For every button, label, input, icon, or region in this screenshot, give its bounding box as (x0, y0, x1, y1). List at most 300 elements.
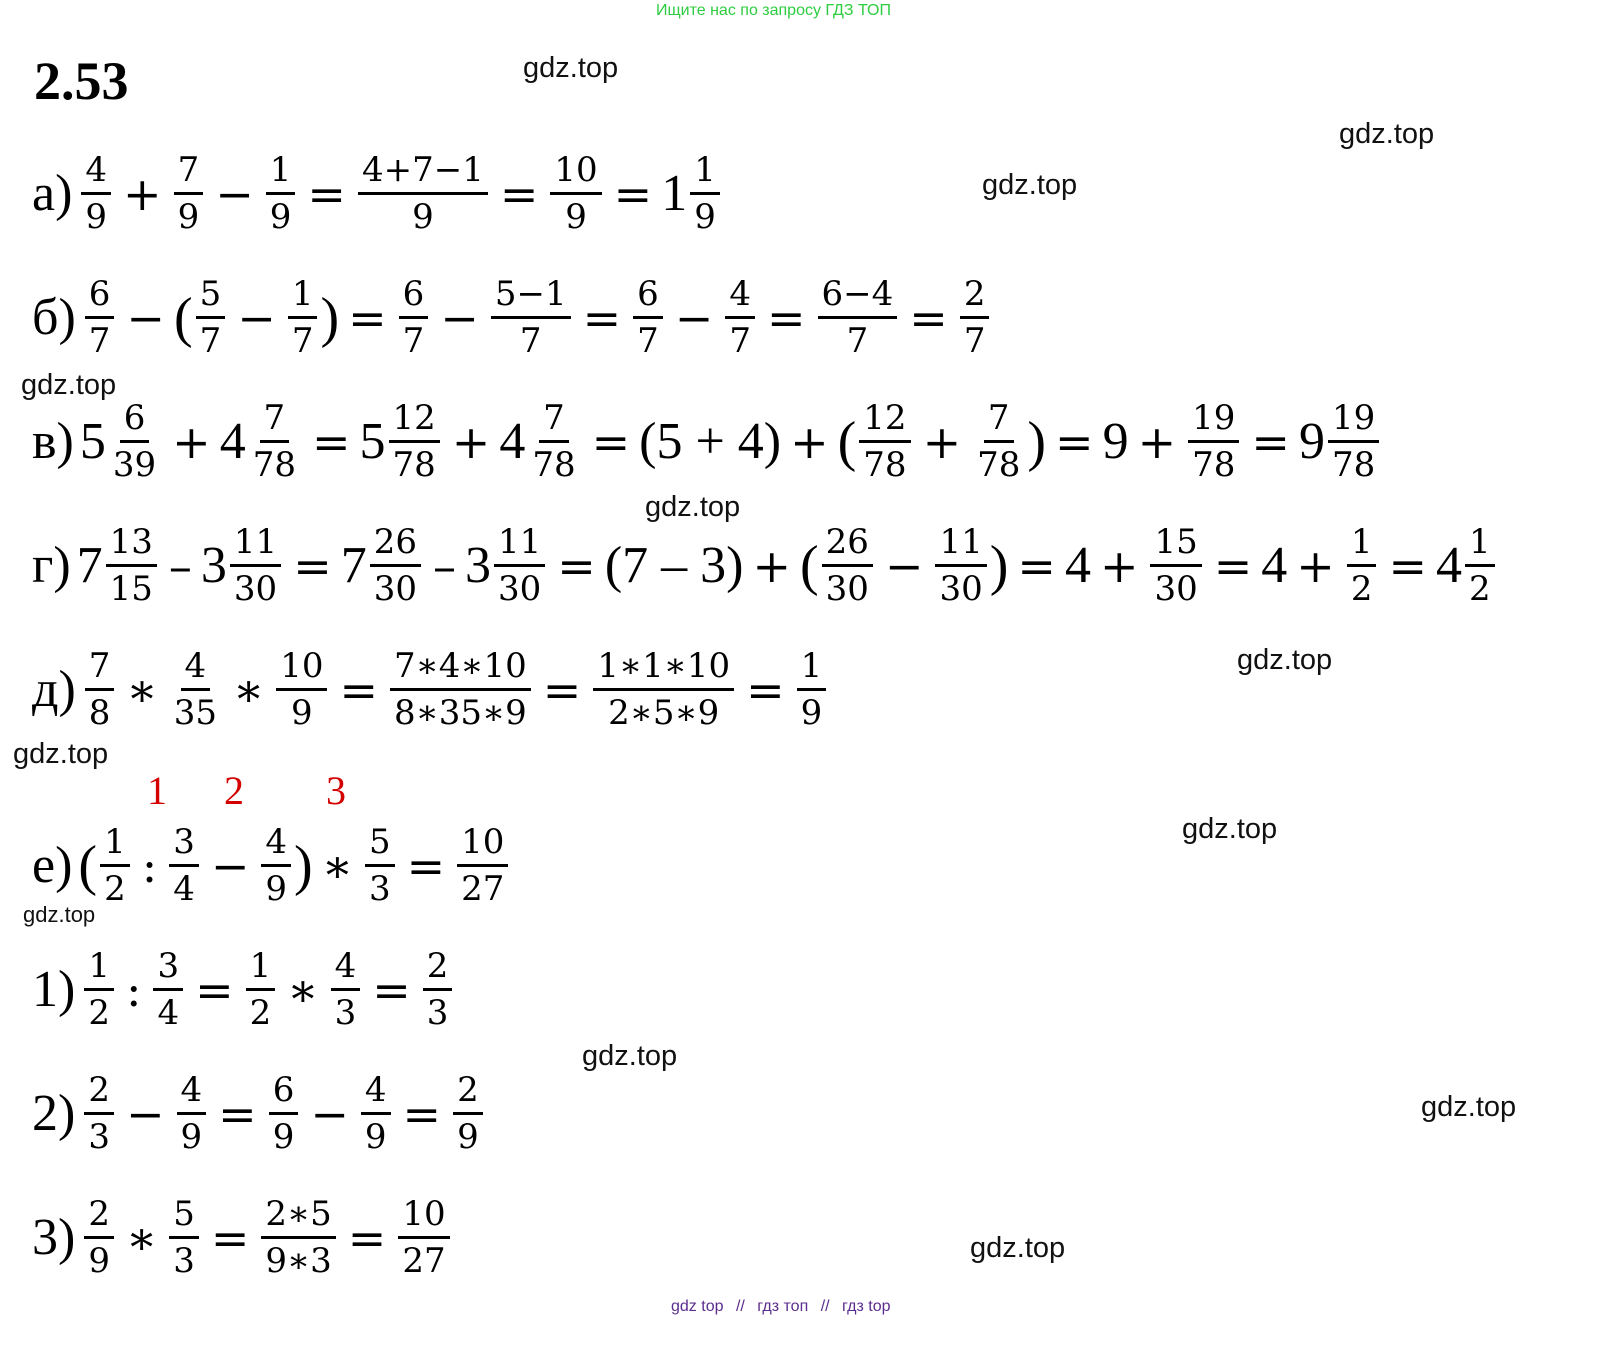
operator: = (347, 1210, 387, 1265)
operator: + (172, 414, 211, 469)
mixed-number (220, 396, 303, 487)
fraction (358, 148, 488, 239)
parenthesis: ) (294, 834, 313, 897)
fraction (725, 272, 755, 363)
numerator: 2 (423, 944, 453, 991)
mixed-number (465, 520, 548, 611)
operator: = (195, 962, 234, 1017)
denominator: 9 (88, 1241, 110, 1281)
operator: = (1388, 538, 1428, 593)
denominator: 9 (177, 197, 200, 237)
operator: = (499, 166, 539, 221)
watermark: gdz.top (970, 1232, 1066, 1264)
watermark: gdz.top (23, 902, 96, 927)
numerator: 1 (1347, 520, 1377, 567)
footer-link[interactable]: gdz top (671, 1298, 724, 1315)
denominator: 3 (173, 1241, 195, 1281)
numerator: 7 (539, 396, 569, 443)
operator: = (1251, 414, 1290, 469)
fraction (818, 272, 898, 363)
operator: = (746, 662, 785, 717)
fraction (1465, 520, 1495, 611)
numerator: 15 (1150, 520, 1201, 567)
fraction (109, 396, 160, 487)
equation-row-d (32, 644, 829, 735)
numerator: 4 (331, 944, 361, 991)
operator: − (210, 838, 250, 893)
footer-link[interactable]: гдз top (842, 1298, 891, 1315)
denominator: 4 (173, 869, 195, 909)
denominator: 3 (334, 993, 357, 1033)
whole-part: 5 (79, 412, 106, 470)
mixed-number (341, 520, 424, 611)
integer: 4 (1261, 536, 1288, 594)
numerator: 10 (550, 148, 601, 195)
operator: + (1137, 414, 1177, 469)
numerator: 7∗4∗10 (390, 644, 531, 691)
whole-part: 4 (1436, 536, 1463, 594)
numerator: 2 (960, 272, 990, 319)
whole-part: 9 (1298, 412, 1325, 470)
parenthesis: ) (320, 286, 340, 349)
numerator: 11 (494, 520, 545, 567)
item-label: 3) (32, 1209, 76, 1266)
numerator: 6 (399, 272, 429, 319)
fraction (246, 944, 276, 1035)
mixed-number (360, 396, 443, 487)
operator: : (125, 962, 142, 1017)
watermark: gdz.top (21, 369, 117, 401)
operator: = (307, 166, 346, 221)
denominator: 9 (457, 1117, 479, 1157)
fraction (261, 820, 291, 911)
operator: − (215, 166, 254, 221)
fraction (935, 520, 986, 611)
denominator: 78 (392, 445, 436, 485)
numerator: 1 (100, 820, 130, 867)
operator: + (1296, 538, 1335, 593)
numerator: 4 (261, 820, 291, 867)
fraction (84, 1192, 114, 1283)
numerator: 6 (633, 272, 663, 319)
numerator: 12 (389, 396, 440, 443)
fraction (153, 944, 183, 1035)
numerator: 6 (120, 396, 150, 443)
fraction (550, 148, 601, 239)
denominator: 2 (104, 869, 126, 909)
numerator: 13 (106, 520, 157, 567)
denominator: 30 (498, 569, 542, 609)
mixed-number (1299, 396, 1382, 487)
denominator: 2 (1469, 569, 1491, 609)
denominator: 30 (825, 569, 869, 609)
equation-row-b (32, 272, 992, 363)
grouped-sum: (5 + 4) (639, 412, 782, 470)
fraction (690, 148, 720, 239)
whole-part: 7 (340, 536, 367, 594)
parenthesis: ) (1027, 410, 1047, 473)
operator: ∗ (287, 962, 319, 1017)
item-label: 1) (32, 961, 76, 1018)
denominator: 2 (249, 993, 272, 1033)
fraction (365, 820, 395, 911)
mixed-number (1436, 520, 1498, 611)
operator: = (372, 962, 411, 1017)
fraction (528, 396, 579, 487)
numerator: 3 (169, 820, 199, 867)
denominator: 7 (291, 321, 314, 361)
watermark: gdz.top (1339, 118, 1435, 150)
numerator: 10 (398, 1192, 449, 1239)
fraction (491, 272, 571, 363)
fraction (261, 1192, 335, 1283)
fraction (276, 644, 327, 735)
numerator: 26 (370, 520, 421, 567)
fraction (230, 520, 281, 611)
denominator: 9 (180, 1117, 203, 1157)
fraction (494, 520, 545, 611)
numerator: 2 (84, 1068, 114, 1115)
denominator: 78 (977, 445, 1021, 485)
item-label: е) (32, 837, 73, 894)
parenthesis: ( (837, 410, 857, 473)
operator: − (884, 538, 924, 593)
footer-link[interactable]: гдз топ (757, 1298, 809, 1315)
denominator: 27 (461, 869, 505, 909)
footer-links (671, 1298, 891, 1316)
denominator: 9 (291, 693, 313, 733)
operator: = (613, 166, 653, 221)
numerator: 6 (85, 272, 115, 319)
whole-part: 3 (200, 536, 227, 594)
numerator: 1 (288, 272, 318, 319)
equation-row-g (32, 520, 1498, 611)
denominator: 9 (412, 197, 434, 237)
mixed-number (77, 520, 160, 611)
fraction (331, 944, 361, 1035)
denominator: 2 (1350, 569, 1373, 609)
numerator: 7 (984, 396, 1014, 443)
order-mark: 1 (147, 768, 167, 813)
numerator: 2 (453, 1068, 483, 1115)
numerator: 1 (797, 644, 827, 691)
order-mark: 3 (326, 768, 346, 813)
denominator: 3 (88, 1117, 110, 1157)
operator: ∗ (232, 662, 265, 717)
fraction (797, 644, 827, 735)
numerator: 10 (276, 644, 327, 691)
denominator: 30 (1154, 569, 1198, 609)
denominator: 7 (729, 321, 751, 361)
item-label: в) (32, 413, 74, 470)
fraction (1347, 520, 1377, 611)
numerator: 12 (859, 396, 910, 443)
item-label: д) (32, 661, 76, 718)
fraction (169, 1192, 199, 1283)
denominator: 4 (157, 993, 180, 1033)
operator: = (1213, 538, 1253, 593)
whole-part: 4 (499, 412, 526, 470)
item-label: г) (32, 537, 71, 594)
denominator: 9 (85, 197, 108, 237)
fraction (85, 644, 115, 735)
exercise-number: 2.53 (34, 51, 129, 111)
numerator: 4 (725, 272, 755, 319)
denominator: 9 (265, 869, 288, 909)
operator: + (1099, 538, 1139, 593)
mixed-number (661, 148, 723, 239)
mixed-number (499, 396, 582, 487)
denominator: 30 (373, 569, 417, 609)
numerator: 5 (196, 272, 226, 319)
denominator: 2 (88, 993, 110, 1033)
fraction (960, 272, 990, 363)
numerator: 5 (365, 820, 395, 867)
operator: + (790, 414, 829, 469)
watermark: gdz.top (1182, 813, 1278, 845)
denominator: 78 (1192, 445, 1236, 485)
parenthesis: ( (800, 534, 819, 597)
denominator: 30 (233, 569, 278, 609)
solution-step-1 (32, 944, 455, 1035)
watermark: gdz.top (645, 491, 741, 523)
equation-row-e (32, 820, 511, 911)
fraction (593, 644, 734, 735)
watermark: gdz.top (1237, 644, 1333, 676)
denominator: 39 (112, 445, 157, 485)
numerator: 2 (84, 1192, 114, 1239)
mixed-number (80, 396, 163, 487)
operator: : (141, 838, 158, 893)
fraction (973, 396, 1024, 487)
fraction (453, 1068, 483, 1159)
grouped-sum: (7 – 3) (604, 536, 744, 594)
numerator: 2∗5 (261, 1192, 335, 1239)
operator: = (348, 290, 387, 345)
operator: = (311, 414, 351, 469)
watermark: gdz.top (582, 1040, 678, 1072)
denominator: 7 (402, 321, 425, 361)
watermark: gdz.top (982, 169, 1078, 201)
operator: = (218, 1086, 257, 1141)
fraction (457, 820, 508, 911)
operator: ∗ (125, 1210, 158, 1265)
operator: = (1017, 538, 1056, 593)
operator: − (310, 1086, 349, 1141)
fraction (398, 1192, 449, 1283)
fraction (269, 1068, 299, 1159)
denominator: 78 (532, 445, 576, 485)
numerator: 5 (169, 1192, 199, 1239)
denominator: 3 (426, 993, 449, 1033)
search-banner: Ищите нас по запросу ГДЗ ТОП (656, 2, 891, 19)
equation-row-a (32, 148, 723, 239)
denominator: 78 (863, 445, 907, 485)
denominator: 2∗5∗9 (608, 693, 720, 733)
numerator: 26 (822, 520, 873, 567)
parenthesis: ( (78, 834, 98, 897)
whole-part: 4 (219, 412, 246, 470)
fraction (174, 148, 204, 239)
order-mark: 2 (224, 768, 244, 813)
numerator: 11 (935, 520, 986, 567)
numerator: 7 (174, 148, 204, 195)
fraction (100, 820, 130, 911)
denominator: 9 (364, 1117, 387, 1157)
parenthesis: ( (173, 286, 193, 349)
operator: + (123, 166, 162, 221)
fraction (288, 272, 318, 363)
operator: = (402, 1086, 442, 1141)
operator: = (293, 538, 332, 593)
numerator: 3 (153, 944, 183, 991)
numerator: 1∗1∗10 (593, 644, 734, 691)
denominator: 8 (88, 693, 111, 733)
numerator: 1 (266, 148, 296, 195)
integer: 9 (1102, 412, 1129, 470)
numerator: 4 (177, 1068, 207, 1115)
whole-part: 3 (465, 536, 491, 594)
operator: − (674, 290, 714, 345)
fraction (822, 520, 873, 611)
equation-row-v (32, 396, 1382, 487)
fraction (177, 1068, 207, 1159)
operator: − (440, 290, 479, 345)
operator: ∗ (126, 662, 158, 717)
numerator: 19 (1188, 396, 1239, 443)
fraction (266, 148, 296, 239)
numerator: 1 (1465, 520, 1495, 567)
fraction (390, 644, 531, 735)
denominator: 9 (800, 693, 823, 733)
denominator: 9 (269, 197, 292, 237)
operator: = (591, 414, 631, 469)
item-label: б) (32, 289, 76, 346)
operator: − (126, 290, 165, 345)
operator: = (582, 290, 622, 345)
fraction (423, 944, 453, 1035)
numerator: 1 (690, 148, 720, 195)
fraction (399, 272, 429, 363)
numerator: 10 (457, 820, 508, 867)
operator: = (542, 662, 582, 717)
operator: + (922, 414, 962, 469)
denominator: 78 (1331, 445, 1376, 485)
footer-separator: // (735, 1298, 745, 1315)
numerator: 7 (85, 644, 115, 691)
numerator: 4 (181, 644, 211, 691)
fraction (361, 1068, 391, 1159)
operator: − (237, 290, 276, 345)
solution-step-3 (32, 1192, 453, 1283)
numerator: 4+7−1 (358, 148, 488, 195)
numerator: 4 (81, 148, 111, 195)
denominator: 78 (252, 445, 296, 485)
fraction (389, 396, 440, 487)
fraction (170, 644, 221, 735)
denominator: 8∗35∗9 (394, 693, 527, 733)
watermark: gdz.top (13, 738, 109, 770)
denominator: 27 (402, 1241, 446, 1281)
denominator: 7 (88, 321, 111, 361)
numerator: 11 (230, 520, 281, 567)
fraction (196, 272, 226, 363)
whole-part: 7 (76, 536, 103, 594)
fraction (84, 1068, 114, 1159)
operator: – (168, 538, 192, 593)
item-label: 2) (32, 1085, 76, 1142)
denominator: 9∗3 (265, 1241, 332, 1281)
fraction (370, 520, 421, 611)
fraction (169, 820, 199, 911)
denominator: 9 (272, 1117, 295, 1157)
operator: = (1055, 414, 1094, 469)
denominator: 7 (637, 321, 659, 361)
parenthesis: ) (989, 534, 1009, 597)
denominator: 7 (199, 321, 222, 361)
fraction (633, 272, 663, 363)
operator: + (451, 414, 491, 469)
fraction (1188, 396, 1239, 487)
denominator: 7 (846, 321, 869, 361)
integer: 4 (1064, 536, 1091, 594)
denominator: 7 (519, 321, 542, 361)
denominator: 9 (694, 197, 716, 237)
numerator: 4 (361, 1068, 391, 1115)
watermark: gdz.top (523, 52, 619, 84)
operator: = (557, 538, 596, 593)
operator: = (406, 838, 446, 893)
fraction (85, 272, 115, 363)
operator: = (766, 290, 806, 345)
footer-separator: // (820, 1298, 830, 1315)
numerator: 1 (246, 944, 276, 991)
denominator: 9 (565, 197, 587, 237)
solution-step-2 (32, 1068, 486, 1159)
operator: ∗ (321, 838, 353, 893)
operator: = (909, 290, 948, 345)
operator: − (125, 1086, 165, 1141)
operator: = (210, 1210, 250, 1265)
watermark: gdz.top (1421, 1091, 1517, 1123)
whole-part: 5 (359, 412, 386, 470)
operator: + (752, 538, 791, 593)
operator: = (339, 662, 379, 717)
denominator: 15 (109, 569, 153, 609)
denominator: 3 (368, 869, 391, 909)
mixed-number (201, 520, 284, 611)
numerator: 1 (84, 944, 114, 991)
numerator: 5−1 (491, 272, 571, 319)
fraction (859, 396, 910, 487)
denominator: 30 (939, 569, 983, 609)
operator: – (433, 538, 456, 593)
denominator: 7 (963, 321, 986, 361)
fraction (106, 520, 157, 611)
fraction (84, 944, 114, 1035)
fraction (1150, 520, 1201, 611)
item-label: а) (32, 165, 73, 222)
numerator: 6−4 (818, 272, 898, 319)
fraction (249, 396, 300, 487)
fraction (1328, 396, 1379, 487)
whole-part: 1 (661, 164, 688, 222)
denominator: 35 (173, 693, 217, 733)
numerator: 6 (269, 1068, 299, 1115)
numerator: 7 (260, 396, 290, 443)
fraction (81, 148, 111, 239)
numerator: 19 (1328, 396, 1379, 443)
